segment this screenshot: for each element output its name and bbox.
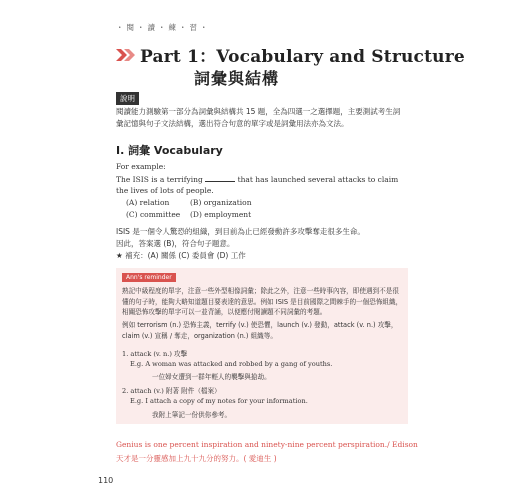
example-question: [116, 174, 408, 196]
page-number: 110: [98, 476, 114, 485]
explanation-label: 說明: [116, 92, 139, 105]
reminder-item-1-translation: 一位婦女遭到一群年輕人的襲擊與搶劫。: [152, 373, 271, 381]
reminder-box: [116, 268, 408, 424]
quote-english: Genius is one percent inspiration and ninety-nine percent perspiration./ Edison: [116, 440, 418, 449]
reminder-paragraph-1: 熟記中級程度的單字，注意一些外型相像詞彙；除此之外，注意一些時事內容，即使遇到不是很懂的句子時，能夠大略知道題目要表達的意思。例如 ISIS 是目前國際之間棘手的一個恐怖組織，相關恐怖攻擊的單字可以一並背誦，以便應付閱讀題不同詞彙的考題。: [122, 287, 403, 316]
reminder-item-2-example: E.g. I attach a copy of my notes for your information.: [130, 397, 308, 405]
explain-line-2: 因此，答案選 (B)，符合句子題意。: [116, 239, 235, 248]
answer-explanation: [116, 226, 408, 262]
intro-paragraph: 閱讀能力測驗第一部分為詞彙與結構共 15 題，全為四選一之選擇題，主要測試考生詞彙記憶與句子文法結構，選出符合句意的單字或是詞彙用法亦為文法。: [116, 107, 401, 128]
option-a: (A) relation: [126, 198, 170, 207]
question-after: that has launched several attacks to claim the lives of lots of people.: [116, 175, 399, 195]
reminder-item-1-head: 1. attack (v. n.) 攻擊: [122, 350, 188, 358]
section-title: I. 詞彙 Vocabulary: [116, 144, 223, 157]
reminder-tag: Ann's reminder: [122, 273, 176, 282]
answer-blank: [205, 174, 235, 182]
running-head: ・閱・讀・練・習・: [116, 23, 211, 32]
option-d: (D) employment: [190, 210, 252, 219]
option-b: (B) organization: [190, 198, 252, 207]
quote-chinese: 天才是一分靈感加上九十九分的努力。( 愛迪生 ): [116, 454, 277, 463]
explain-line-1: ISIS 是一個令人驚恐的組織，到目前為止已經發動許多攻擊奪走很多生命。: [116, 227, 365, 236]
supplement-line: ★ 補充：(A) 關係 (C) 委員會 (D) 工作: [116, 251, 246, 260]
part-subtitle: 詞彙與結構: [194, 69, 280, 88]
reminder-item-1-example: E.g. A woman was attacked and robbed by a gang of youths.: [130, 360, 333, 368]
double-chevron-icon: [116, 48, 136, 62]
option-c: (C) committee: [126, 210, 181, 219]
reminder-item-2-translation: 我附上筆記一份供你參考。: [152, 411, 232, 419]
reminder-item-2-head: 2. attach (v.) 附著 附件（檔案）: [122, 387, 221, 395]
reminder-paragraph-2: 例如 terrorism (n.) 恐怖主義，terrify (v.) 使恐懼，launch (v.) 發動，attack (v. n.) 攻擊，claim (v.) 宣稱 / 奪走，organization (n.) 組織等。: [122, 321, 398, 340]
part-title: Part 1：Vocabulary and Structure: [140, 47, 465, 67]
for-example-label: For example:: [116, 162, 166, 171]
question-before: The ISIS is a terrifying: [116, 175, 203, 184]
